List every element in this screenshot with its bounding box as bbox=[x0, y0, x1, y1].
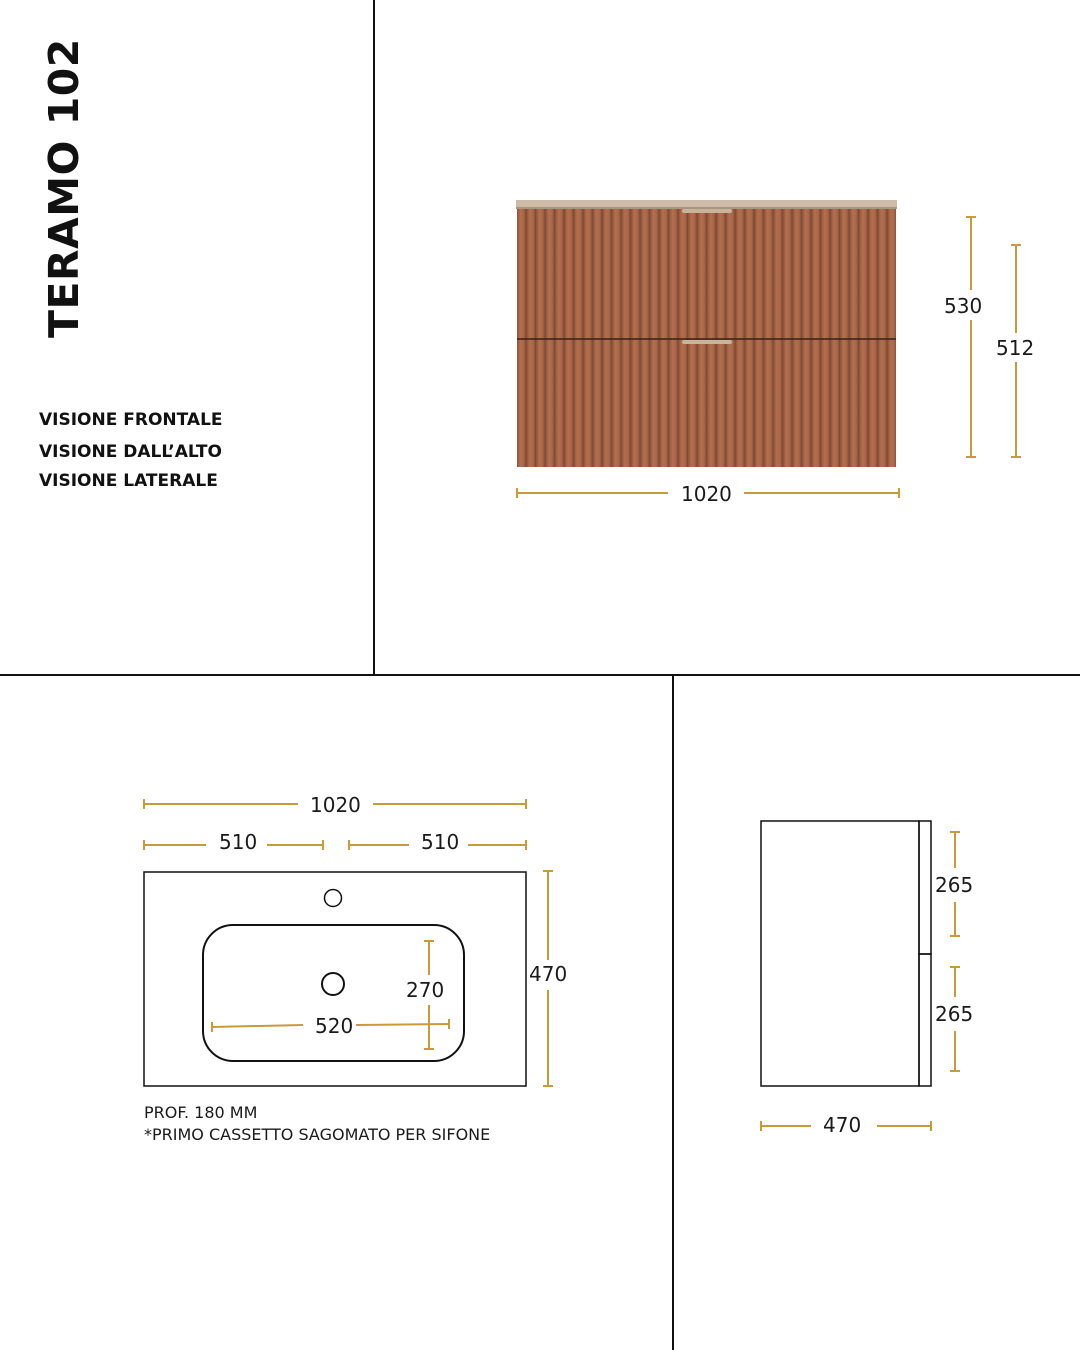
side-body bbox=[761, 821, 919, 1086]
front-height-total-label: 530 bbox=[944, 294, 983, 318]
basin-width-label: 520 bbox=[315, 1014, 354, 1038]
side-drawer-front-bottom bbox=[919, 954, 931, 1086]
side-depth-label: 470 bbox=[823, 1113, 862, 1137]
handle-bottom bbox=[682, 340, 732, 344]
side-drawer-bottom-label: 265 bbox=[935, 1002, 974, 1026]
countertop-edge bbox=[516, 207, 897, 209]
view-label-side: VISIONE LATERALE bbox=[39, 471, 218, 491]
top-depth-label: 470 bbox=[529, 962, 568, 986]
top-half-left-label: 510 bbox=[219, 830, 258, 854]
drawer-note: *PRIMO CASSETTO SAGOMATO PER SIFONE bbox=[144, 1125, 491, 1144]
top-view-basin bbox=[144, 872, 526, 1086]
view-label-front: VISIONE FRONTALE bbox=[39, 410, 223, 430]
front-view-cabinet bbox=[516, 200, 897, 467]
basin-depth-label: 270 bbox=[406, 978, 445, 1002]
top-width-label: 1020 bbox=[310, 793, 361, 817]
depth-note: PROF. 180 MM bbox=[144, 1103, 258, 1122]
product-title: TERAMO 102 bbox=[40, 38, 88, 338]
view-label-top: VISIONE DALL’ALTO bbox=[39, 442, 222, 462]
tap-hole bbox=[325, 890, 342, 907]
handle-top bbox=[682, 209, 732, 213]
side-drawer-top-label: 265 bbox=[935, 873, 974, 897]
front-width-label: 1020 bbox=[681, 482, 732, 506]
front-height-body-label: 512 bbox=[996, 336, 1035, 360]
top-half-right-label: 510 bbox=[421, 830, 460, 854]
cabinet-body bbox=[517, 209, 896, 467]
side-drawer-front-top bbox=[919, 821, 931, 954]
side-view-cabinet bbox=[761, 821, 931, 1086]
countertop-outline bbox=[144, 872, 526, 1086]
drain-hole bbox=[322, 973, 344, 995]
